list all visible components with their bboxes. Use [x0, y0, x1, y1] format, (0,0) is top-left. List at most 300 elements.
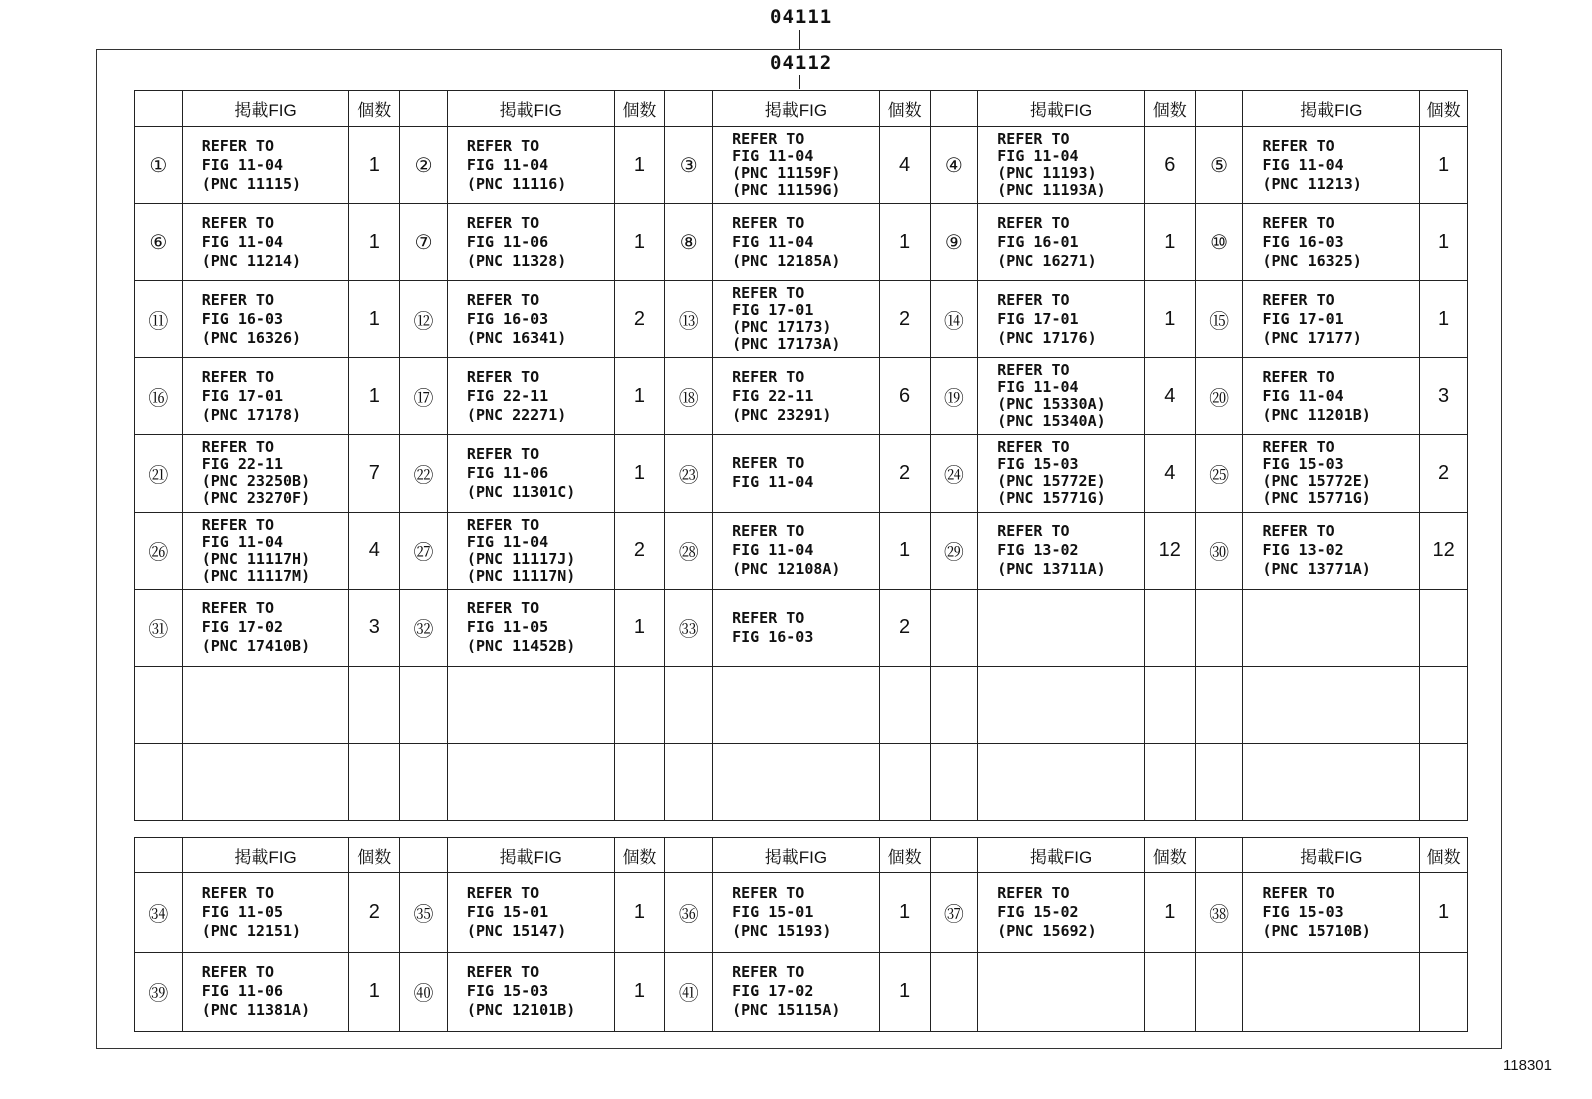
empty-cell — [713, 666, 880, 743]
header-num-cell — [1195, 838, 1243, 873]
reference-line: (PNC 17178) — [201, 405, 302, 424]
reference-line: (PNC 11201B) — [1262, 405, 1371, 424]
quantity: 1 — [879, 512, 930, 589]
empty-cell — [614, 743, 665, 820]
item-number: ㊲ — [930, 873, 978, 952]
quantity: 4 — [1144, 435, 1195, 512]
reference-text — [447, 589, 614, 666]
empty-cell — [665, 743, 713, 820]
reference-line: (PNC 22271) — [466, 405, 567, 424]
empty-cell — [1144, 743, 1195, 820]
empty-cell — [978, 666, 1145, 743]
empty-cell — [349, 743, 400, 820]
header-fig: 掲載FIG — [182, 91, 349, 127]
item-number: ㉖ — [135, 512, 183, 589]
reference-text — [1243, 512, 1420, 589]
table-row — [135, 281, 1468, 358]
reference-line: (PNC 11452B) — [466, 637, 576, 656]
reference-line: REFER TO — [997, 130, 1070, 149]
item-number: ㉚ — [1195, 512, 1243, 589]
reference-line: (PNC 11115) — [201, 174, 302, 193]
reference-line: FIG 15-03 — [1262, 902, 1344, 921]
reference-text — [182, 589, 349, 666]
quantity: 1 — [614, 952, 665, 1031]
reference-line: FIG 11-04 — [1262, 386, 1344, 405]
empty-cell — [879, 666, 930, 743]
quantity: 3 — [349, 589, 400, 666]
item-number: ㊵ — [400, 952, 448, 1031]
reference-line: FIG 15-01 — [732, 902, 814, 921]
reference-line: FIG 11-04 — [997, 378, 1079, 397]
quantity: 1 — [879, 952, 930, 1031]
reference-line: FIG 22-11 — [201, 455, 284, 474]
reference-line: (PNC 17176) — [997, 328, 1097, 347]
reference-line: FIG 15-02 — [997, 902, 1079, 921]
header-num-cell — [1195, 91, 1243, 127]
header-qty: 個数 — [614, 838, 665, 873]
reference-line: REFER TO — [466, 367, 540, 386]
reference-line: REFER TO — [997, 883, 1070, 902]
table-row — [135, 512, 1468, 589]
reference-text — [182, 435, 349, 512]
leader-line-top — [799, 30, 800, 49]
item-number: ⑨ — [930, 204, 978, 281]
header-fig: 掲載FIG — [713, 91, 880, 127]
empty-cell — [978, 743, 1145, 820]
quantity: 1 — [879, 204, 930, 281]
reference-line: (PNC 15340A) — [997, 412, 1106, 431]
reference-text — [978, 435, 1145, 512]
reference-text — [447, 512, 614, 589]
header-qty: 個数 — [1420, 838, 1468, 873]
item-number: ⑭ — [930, 281, 978, 358]
empty-cell — [1144, 952, 1195, 1031]
quantity: 6 — [879, 358, 930, 435]
reference-line: (PNC 23270F) — [201, 489, 311, 508]
empty-cell — [879, 743, 930, 820]
reference-text — [978, 873, 1145, 952]
reference-line: (PNC 15692) — [997, 921, 1097, 940]
empty-cell — [135, 743, 183, 820]
empty-cell — [978, 952, 1145, 1031]
empty-cell — [1243, 743, 1420, 820]
quantity: 1 — [1144, 281, 1195, 358]
reference-table-main — [134, 90, 1468, 821]
reference-text — [182, 204, 349, 281]
empty-cell — [1420, 589, 1468, 666]
header-fig: 掲載FIG — [978, 91, 1145, 127]
reference-line: REFER TO — [997, 290, 1070, 309]
reference-line: FIG 15-03 — [466, 982, 549, 1001]
reference-line: REFER TO — [1262, 438, 1335, 457]
reference-line: REFER TO — [1262, 522, 1335, 541]
item-number: ㉘ — [665, 512, 713, 589]
reference-line: (PNC 16341) — [466, 328, 567, 347]
quantity: 1 — [614, 204, 665, 281]
header-fig: 掲載FIG — [1243, 838, 1420, 873]
reference-line: REFER TO — [201, 367, 274, 386]
quantity: 1 — [1144, 873, 1195, 952]
reference-line: REFER TO — [201, 515, 274, 534]
reference-line: REFER TO — [201, 136, 274, 155]
quantity: 12 — [1144, 512, 1195, 589]
reference-line: FIG 11-04 — [997, 147, 1079, 166]
reference-line: (PNC 15771G) — [997, 489, 1106, 508]
empty-cell — [930, 589, 978, 666]
reference-text — [713, 589, 880, 666]
empty-cell — [1243, 952, 1420, 1031]
item-number: ⑧ — [665, 204, 713, 281]
reference-line: (PNC 11301C) — [466, 482, 576, 501]
leader-line-inner — [799, 75, 800, 89]
header-fig: 掲載FIG — [182, 838, 349, 873]
header-num-cell — [135, 91, 183, 127]
quantity: 4 — [349, 512, 400, 589]
item-number: ③ — [665, 126, 713, 203]
reference-line: (PNC 17173) — [732, 318, 832, 337]
reference-line: FIG 16-01 — [997, 232, 1079, 251]
reference-line: REFER TO — [466, 515, 540, 534]
reference-line: FIG 13-02 — [1262, 541, 1344, 560]
reference-line: (PNC 16325) — [1262, 251, 1362, 270]
item-number: ⑯ — [135, 358, 183, 435]
item-number: ⑱ — [665, 358, 713, 435]
empty-cell — [1243, 589, 1420, 666]
header-num-cell — [400, 91, 448, 127]
table-row — [135, 743, 1468, 820]
reference-line: (PNC 11159F) — [732, 164, 841, 183]
item-number: ⑳ — [1195, 358, 1243, 435]
quantity: 4 — [879, 126, 930, 203]
item-number: ⑦ — [400, 204, 448, 281]
item-number: ㊳ — [1195, 873, 1243, 952]
reference-line: REFER TO — [997, 522, 1070, 541]
reference-line: (PNC 12185A) — [732, 251, 841, 270]
reference-line: (PNC 12151) — [201, 921, 302, 940]
item-number: ㉞ — [135, 873, 183, 952]
reference-line: (PNC 11117H) — [201, 549, 311, 568]
reference-line: FIG 17-01 — [201, 386, 284, 405]
item-number: ㉗ — [400, 512, 448, 589]
reference-line: FIG 11-04 — [201, 532, 284, 551]
reference-text — [447, 281, 614, 358]
reference-line: (PNC 11328) — [466, 251, 567, 270]
reference-line: REFER TO — [997, 361, 1070, 380]
reference-text — [447, 126, 614, 203]
empty-cell — [1195, 589, 1243, 666]
reference-line: REFER TO — [732, 963, 805, 982]
drawing-code: 118301 — [1503, 1057, 1552, 1074]
reference-line: FIG 11-04 — [732, 473, 814, 492]
reference-line: FIG 15-03 — [997, 455, 1079, 474]
empty-cell — [400, 743, 448, 820]
reference-line: FIG 17-01 — [997, 309, 1079, 328]
reference-line: FIG 15-01 — [466, 902, 549, 921]
quantity: 1 — [349, 952, 400, 1031]
reference-line: FIG 11-04 — [466, 155, 549, 174]
reference-line: (PNC 15330A) — [997, 395, 1106, 414]
quantity: 1 — [1144, 204, 1195, 281]
quantity: 2 — [614, 281, 665, 358]
item-number: ⑩ — [1195, 204, 1243, 281]
reference-line: REFER TO — [1262, 883, 1335, 902]
reference-line: REFER TO — [466, 883, 540, 902]
reference-line: REFER TO — [732, 130, 805, 149]
reference-line: REFER TO — [466, 963, 540, 982]
reference-line: (PNC 23291) — [732, 405, 832, 424]
reference-line: REFER TO — [732, 522, 805, 541]
reference-text — [1243, 435, 1420, 512]
item-number: ㉛ — [135, 589, 183, 666]
item-number: ② — [400, 126, 448, 203]
quantity: 1 — [1420, 281, 1468, 358]
reference-line: (PNC 17177) — [1262, 328, 1362, 347]
reference-line: FIG 16-03 — [201, 309, 284, 328]
reference-text — [978, 512, 1145, 589]
reference-line: REFER TO — [466, 136, 540, 155]
header-qty: 個数 — [349, 91, 400, 127]
reference-line: (PNC 16271) — [997, 251, 1097, 270]
reference-text — [713, 435, 880, 512]
empty-cell — [1420, 666, 1468, 743]
reference-line: FIG 22-11 — [732, 386, 814, 405]
reference-line: REFER TO — [466, 444, 540, 463]
reference-line: REFER TO — [997, 438, 1070, 457]
quantity: 1 — [614, 126, 665, 203]
quantity: 1 — [1420, 873, 1468, 952]
reference-text — [182, 952, 349, 1031]
reference-text — [713, 873, 880, 952]
reference-line: FIG 17-02 — [201, 618, 284, 637]
reference-line: (PNC 15772E) — [997, 472, 1106, 491]
reference-text — [182, 281, 349, 358]
header-num-cell — [930, 838, 978, 873]
reference-text — [713, 512, 880, 589]
reference-line: (PNC 12108A) — [732, 560, 841, 579]
header-qty: 個数 — [1144, 838, 1195, 873]
quantity: 1 — [1420, 126, 1468, 203]
reference-line: FIG 16-03 — [1262, 232, 1344, 251]
reference-line: FIG 17-02 — [732, 982, 814, 1001]
label-04111: 04111 — [770, 6, 833, 28]
reference-line: FIG 16-03 — [732, 627, 814, 646]
reference-text — [182, 126, 349, 203]
reference-text — [1243, 281, 1420, 358]
reference-line: REFER TO — [1262, 213, 1335, 232]
empty-cell — [447, 666, 614, 743]
reference-line: FIG 11-05 — [201, 902, 284, 921]
reference-line: (PNC 15193) — [732, 921, 832, 940]
reference-line: (PNC 11117J) — [466, 549, 576, 568]
reference-line: FIG 11-05 — [466, 618, 549, 637]
reference-line: FIG 11-06 — [201, 982, 284, 1001]
reference-line: REFER TO — [1262, 367, 1335, 386]
quantity: 2 — [614, 512, 665, 589]
reference-line: REFER TO — [201, 438, 274, 457]
table-row — [135, 126, 1468, 203]
reference-text — [1243, 358, 1420, 435]
reference-line: (PNC 13711A) — [997, 560, 1106, 579]
header-row — [135, 838, 1468, 873]
empty-cell — [1420, 952, 1468, 1031]
quantity: 1 — [1420, 204, 1468, 281]
reference-text — [1243, 126, 1420, 203]
item-number: ⑬ — [665, 281, 713, 358]
table-row — [135, 204, 1468, 281]
reference-line: FIG 11-04 — [1262, 155, 1344, 174]
header-fig: 掲載FIG — [978, 838, 1145, 873]
reference-table-secondary — [134, 837, 1468, 1032]
reference-line: FIG 16-03 — [466, 309, 549, 328]
quantity: 1 — [349, 126, 400, 203]
table-row — [135, 952, 1468, 1031]
reference-text — [1243, 873, 1420, 952]
reference-text — [447, 435, 614, 512]
item-number: ⑪ — [135, 281, 183, 358]
empty-cell — [400, 666, 448, 743]
empty-cell — [1144, 589, 1195, 666]
empty-cell — [713, 743, 880, 820]
reference-line: (PNC 11117N) — [466, 566, 576, 585]
quantity: 1 — [349, 204, 400, 281]
reference-line: FIG 17-01 — [732, 301, 814, 320]
reference-line: (PNC 15147) — [466, 921, 567, 940]
reference-line: FIG 11-04 — [466, 532, 549, 551]
item-number: ㉜ — [400, 589, 448, 666]
reference-line: REFER TO — [201, 213, 274, 232]
item-number: ⑲ — [930, 358, 978, 435]
reference-text — [182, 512, 349, 589]
reference-line: (PNC 15772E) — [1262, 472, 1371, 491]
reference-line: (PNC 17410B) — [201, 637, 311, 656]
header-qty: 個数 — [1144, 91, 1195, 127]
quantity: 1 — [614, 435, 665, 512]
reference-line: REFER TO — [201, 883, 274, 902]
reference-line: REFER TO — [997, 213, 1070, 232]
reference-line: (PNC 15115A) — [732, 1001, 841, 1020]
item-number: ㉓ — [665, 435, 713, 512]
empty-cell — [614, 666, 665, 743]
reference-line: FIG 11-04 — [201, 232, 284, 251]
reference-text — [978, 126, 1145, 203]
item-number: ⑰ — [400, 358, 448, 435]
empty-cell — [1195, 666, 1243, 743]
reference-line: FIG 15-03 — [1262, 455, 1344, 474]
reference-line: (PNC 23250B) — [201, 472, 311, 491]
reference-text — [447, 952, 614, 1031]
item-number: ㉟ — [400, 873, 448, 952]
reference-line: REFER TO — [466, 599, 540, 618]
table-row — [135, 435, 1468, 512]
reference-line: FIG 11-04 — [201, 155, 284, 174]
reference-line: (PNC 11213) — [1262, 174, 1362, 193]
reference-line: (PNC 11214) — [201, 251, 302, 270]
quantity: 6 — [1144, 126, 1195, 203]
item-number: ㊶ — [665, 952, 713, 1031]
empty-cell — [447, 743, 614, 820]
reference-text — [713, 358, 880, 435]
quantity: 2 — [879, 589, 930, 666]
header-qty: 個数 — [879, 838, 930, 873]
empty-cell — [182, 666, 349, 743]
reference-line: (PNC 11193) — [997, 164, 1097, 183]
quantity: 1 — [614, 873, 665, 952]
item-number: ⑤ — [1195, 126, 1243, 203]
empty-cell — [182, 743, 349, 820]
quantity: 2 — [1420, 435, 1468, 512]
item-number: ㉕ — [1195, 435, 1243, 512]
header-qty: 個数 — [614, 91, 665, 127]
reference-text — [978, 281, 1145, 358]
reference-text — [978, 358, 1145, 435]
reference-line: REFER TO — [201, 963, 274, 982]
header-fig: 掲載FIG — [447, 91, 614, 127]
reference-text — [713, 126, 880, 203]
empty-cell — [665, 666, 713, 743]
reference-line: REFER TO — [732, 213, 805, 232]
item-number: ⑮ — [1195, 281, 1243, 358]
header-qty: 個数 — [1420, 91, 1468, 127]
header-row — [135, 91, 1468, 127]
reference-text — [713, 952, 880, 1031]
reference-text — [447, 204, 614, 281]
reference-line: REFER TO — [1262, 290, 1335, 309]
item-number: ㉝ — [665, 589, 713, 666]
empty-cell — [349, 666, 400, 743]
empty-cell — [135, 666, 183, 743]
reference-line: FIG 17-01 — [1262, 309, 1344, 328]
empty-cell — [1195, 743, 1243, 820]
reference-line: FIG 22-11 — [466, 386, 549, 405]
reference-line: (PNC 16326) — [201, 328, 302, 347]
table-row — [135, 873, 1468, 952]
header-num-cell — [665, 91, 713, 127]
empty-cell — [1195, 952, 1243, 1031]
reference-line: REFER TO — [466, 290, 540, 309]
item-number: ① — [135, 126, 183, 203]
reference-line: FIG 11-06 — [466, 463, 549, 482]
item-number: ⑥ — [135, 204, 183, 281]
reference-text — [713, 281, 880, 358]
reference-line: REFER TO — [732, 284, 805, 303]
reference-line: FIG 11-04 — [732, 147, 814, 166]
reference-line: REFER TO — [732, 608, 805, 627]
quantity: 1 — [349, 281, 400, 358]
empty-cell — [1144, 666, 1195, 743]
reference-line: (PNC 11193A) — [997, 181, 1106, 200]
quantity: 2 — [879, 435, 930, 512]
empty-cell — [1420, 743, 1468, 820]
quantity: 7 — [349, 435, 400, 512]
reference-text — [978, 204, 1145, 281]
reference-line: (PNC 12101B) — [466, 1001, 576, 1020]
reference-line: REFER TO — [466, 213, 540, 232]
item-number: ㉑ — [135, 435, 183, 512]
empty-cell — [930, 952, 978, 1031]
reference-line: REFER TO — [201, 290, 274, 309]
empty-cell — [978, 589, 1145, 666]
reference-line: FIG 11-06 — [466, 232, 549, 251]
reference-line: (PNC 11117M) — [201, 566, 311, 585]
reference-text — [1243, 204, 1420, 281]
header-qty: 個数 — [879, 91, 930, 127]
item-number: ④ — [930, 126, 978, 203]
quantity: 1 — [614, 358, 665, 435]
reference-text — [182, 358, 349, 435]
header-fig: 掲載FIG — [447, 838, 614, 873]
quantity: 4 — [1144, 358, 1195, 435]
header-fig: 掲載FIG — [1243, 91, 1420, 127]
